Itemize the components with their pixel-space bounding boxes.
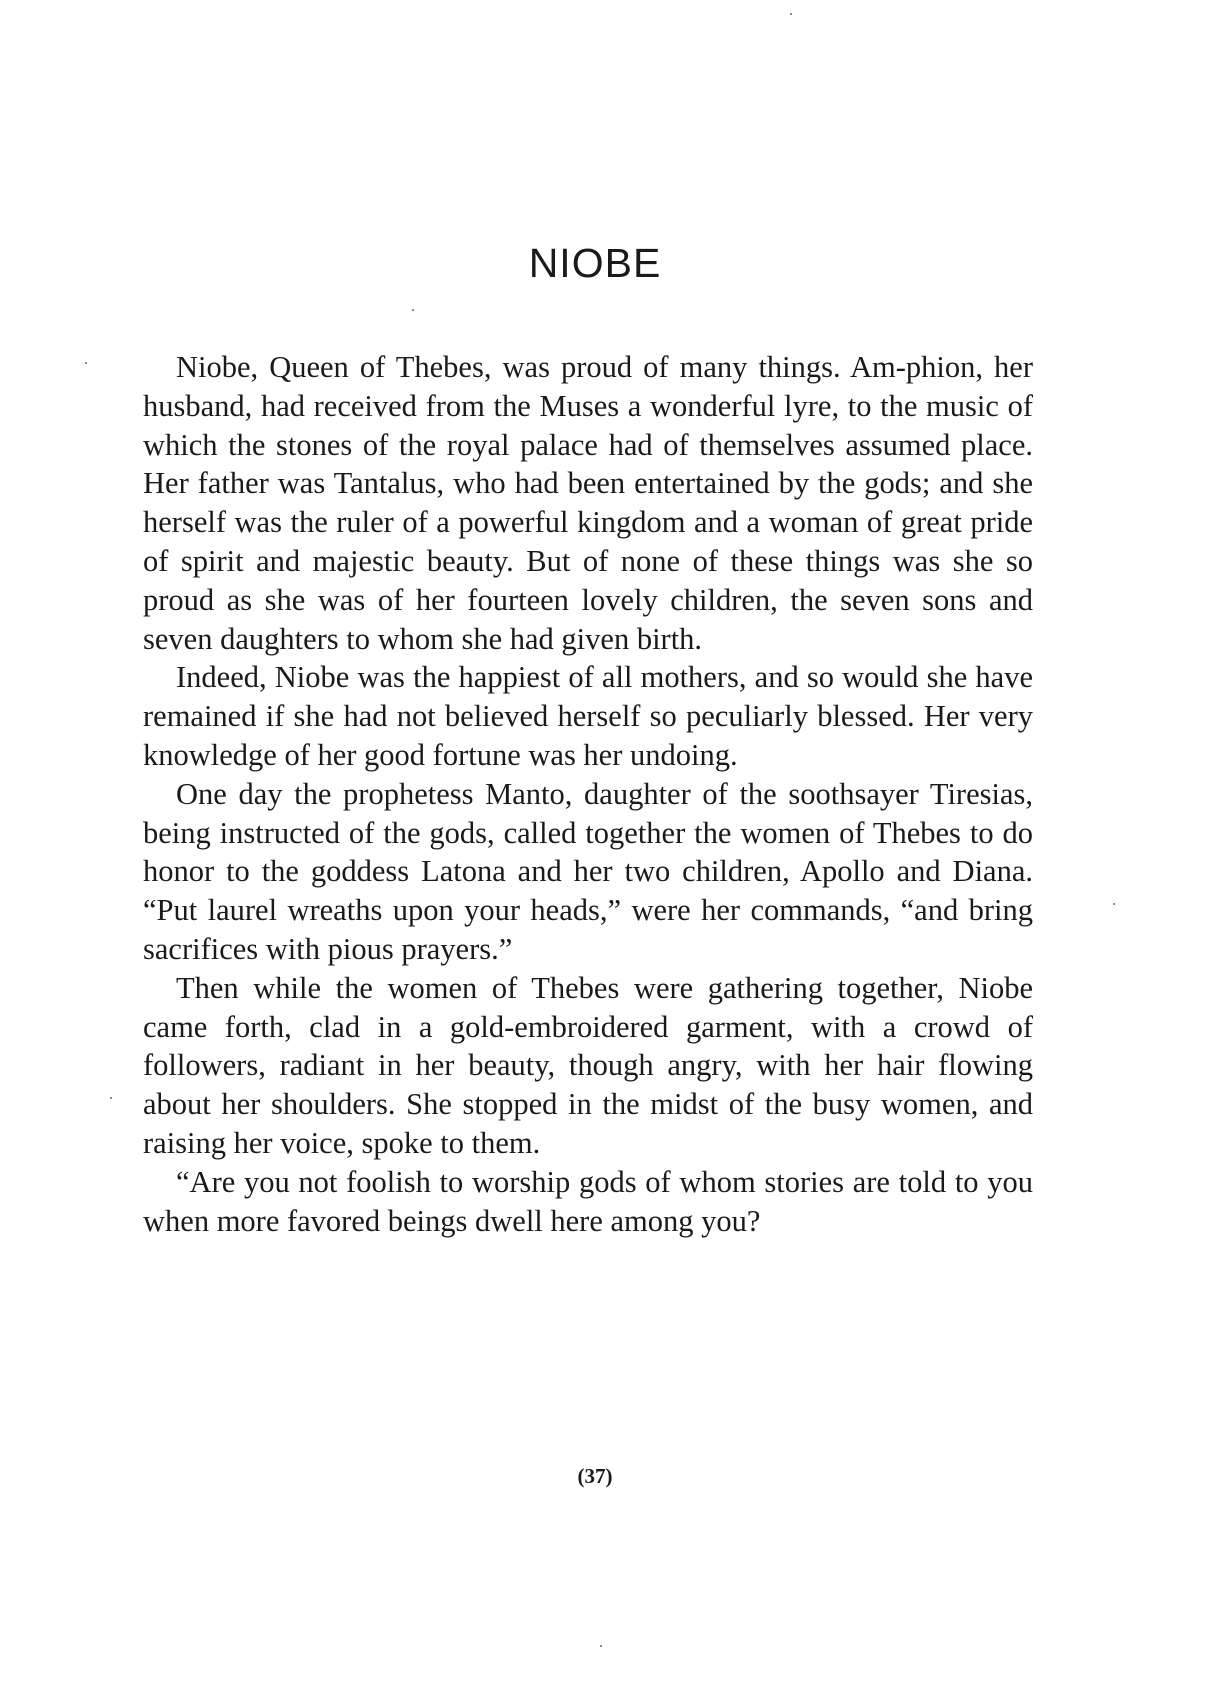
scan-speck bbox=[600, 1645, 602, 1647]
page-number: (37) bbox=[577, 1464, 613, 1488]
scan-speck bbox=[412, 309, 414, 311]
body-text bbox=[143, 348, 1033, 1240]
scan-speck bbox=[790, 13, 792, 15]
scan-speck bbox=[85, 362, 87, 364]
paragraph: Indeed, Niobe was the happiest of all mothers, and so would she have remained if she had not believed herself so peculiarly blessed. Her very knowledge of her good fortune was her undoing. bbox=[143, 660, 1033, 772]
paragraph: Niobe, Queen of Thebes, was proud of many things. Am-phion, her husband, had received from the Muses a wonderful lyre, to the music of which the stones of the royal palace had of themselves assumed place. Her father was Tantalus, who had been entertained by the gods; and she herself was the ruler of a powerful kingdom and a woman of great pride of spirit and majestic beauty. But of none of these things was she so proud as she was of her fourteen lovely children, the seven sons and seven daughters to whom she had given birth. bbox=[143, 350, 1033, 656]
scan-speck bbox=[1113, 903, 1115, 905]
paragraph: Then while the women of Thebes were gathering together, Niobe came forth, clad in a gold-embroidered garment, with a crowd of followers, radiant in her beauty, though angry, with her hair flowing about her shoulders. She stopped in the midst of the busy women, and raising her voice, spoke to them. bbox=[143, 970, 1033, 1160]
paragraph: “Are you not foolish to worship gods of whom stories are told to you when more favored beings dwell here among you? bbox=[143, 1164, 1033, 1238]
chapter-title: NIOBE bbox=[528, 240, 662, 286]
scan-speck bbox=[110, 1097, 112, 1099]
paragraph: One day the prophetess Manto, daughter of the soothsayer Tiresias, being instructed of the gods, called together the women of Thebes to do honor to the goddess Latona and her two children, Apollo and Diana. “Put laurel wreaths upon your heads,” were her commands, “and bring sacrifices with pious prayers.” bbox=[143, 776, 1033, 966]
